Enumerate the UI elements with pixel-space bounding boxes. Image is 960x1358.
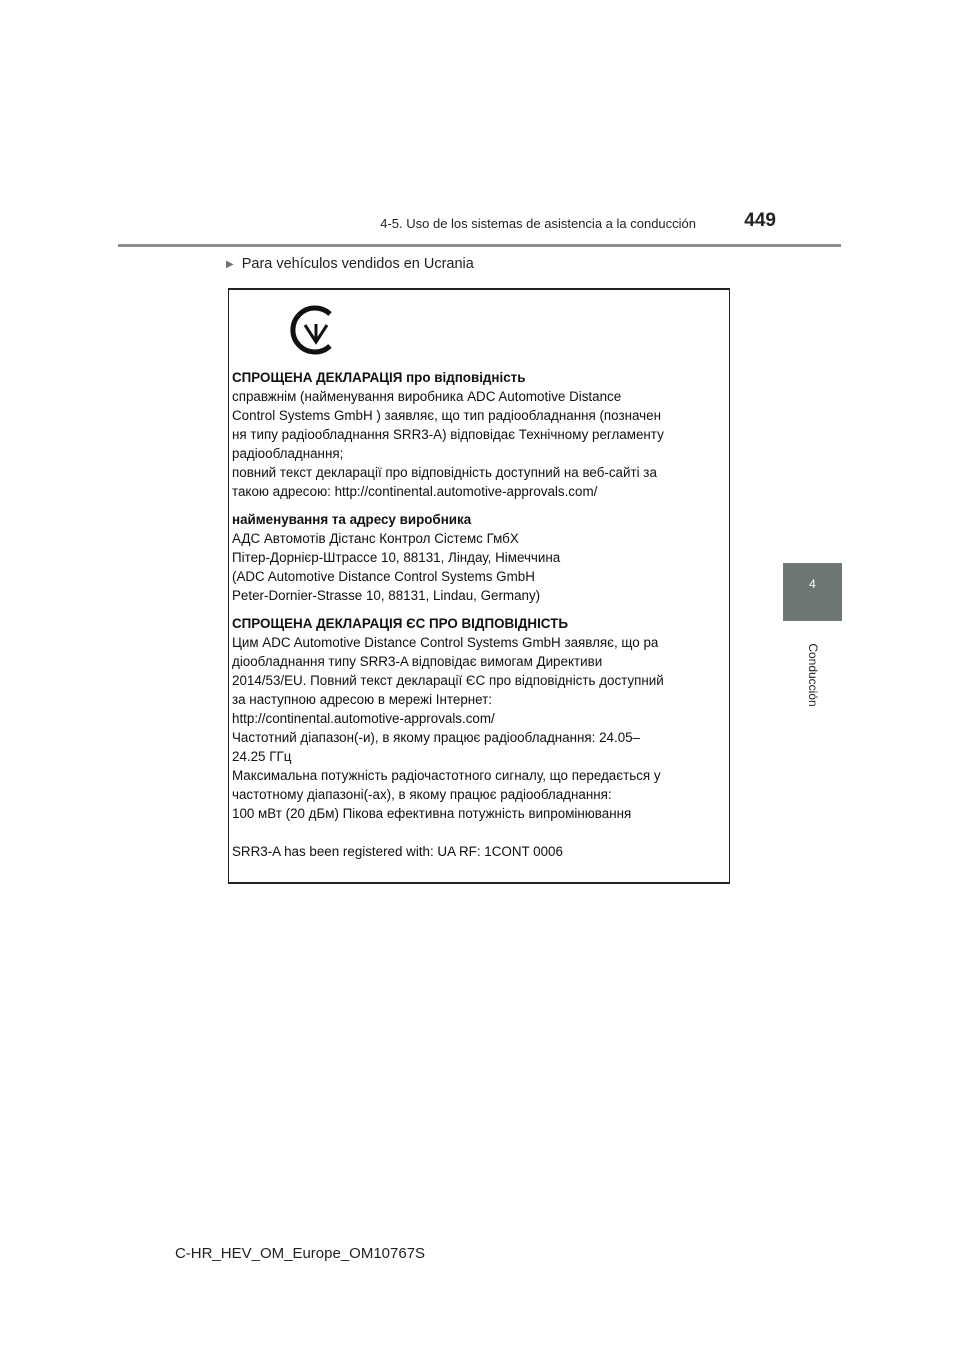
- registration-line: SRR3-A has been registered with: UA RF: 1CONT 0006: [232, 844, 563, 859]
- declaration-block-2: [232, 510, 728, 605]
- declaration-line: радіообладнання;: [232, 446, 344, 461]
- declaration-line: ня типу радіообладнання SRR3-A) відповідає Технічному регламенту: [232, 427, 664, 442]
- manufacturer-heading: найменування та адресу виробника: [232, 512, 472, 527]
- ukrainian-conformity-mark-icon: [286, 300, 346, 360]
- manufacturer-line: АДС Автомотів Дістанс Контрол Сістемс ГмбХ: [232, 531, 519, 546]
- eu-declaration-line: 100 мВт (20 дБм) Пікова ефективна потужність випромінювання: [232, 806, 632, 821]
- section-title: 4-5. Uso de los sistemas de asistencia a la conducción: [380, 216, 696, 231]
- page-number: 449: [744, 210, 776, 231]
- triangle-bullet-icon: ▶: [226, 259, 234, 270]
- chapter-label-container: [785, 630, 841, 720]
- intro-bullet: [226, 256, 474, 272]
- manufacturer-line: Пітер-Дорнієр-Штрассе 10, 88131, Ліндау, Німеччина: [232, 550, 561, 565]
- eu-declaration-line: 24.25 ГГц: [232, 749, 292, 764]
- manufacturer-line: (ADC Automotive Distance Control Systems GmbH: [232, 569, 535, 584]
- declaration-block-1: [232, 368, 728, 501]
- eu-declaration-line: діообладнання типу SRR3-A відповідає вимогам Директиви: [232, 654, 603, 669]
- declaration-heading: СПРОЩЕНА ДЕКЛАРАЦІЯ про відповідність: [232, 370, 526, 385]
- eu-declaration-line: http://continental.automotive-approvals.com/: [232, 711, 495, 726]
- eu-declaration-line: за наступною адресою в мережі Інтернет:: [232, 692, 493, 707]
- eu-declaration-line: 2014/53/EU. Повний текст декларації ЄС про відповідність доступний: [232, 673, 664, 688]
- eu-declaration-line: Цим ADC Automotive Distance Control Systems GmbH заявляє, що ра: [232, 635, 659, 650]
- declaration-line: повний текст декларації про відповідність доступний на веб-сайті за: [232, 465, 657, 480]
- chapter-number: 4: [809, 577, 816, 591]
- intro-text: Para vehículos vendidos en Ucrania: [241, 256, 474, 272]
- manufacturer-line: Peter-Dornier-Strasse 10, 88131, Lindau, Germany): [232, 588, 541, 603]
- declaration-line: справжнім (найменування виробника ADC Automotive Distance: [232, 389, 622, 404]
- eu-declaration-line: частотному діапазоні(-ах), в якому працює радіообладнання:: [232, 787, 612, 802]
- declaration-line: Control Systems GmbH ) заявляє, що тип радіообладнання (позначен: [232, 408, 661, 423]
- chapter-label: Conducción: [806, 643, 820, 707]
- chapter-tab: [783, 563, 842, 621]
- document-code: C-HR_HEV_OM_Europe_OM10767S: [174, 1245, 426, 1262]
- eu-declaration-line: Максимальна потужність радіочастотного сигналу, що передається у: [232, 768, 661, 783]
- declaration-line: такою адресою: http://continental.automotive-approvals.com/: [232, 484, 598, 499]
- header-divider: [118, 244, 841, 247]
- declaration-block-3: [232, 614, 728, 823]
- eu-declaration-heading: СПРОЩЕНА ДЕКЛАРАЦІЯ ЄС ПРО ВІДПОВІДНІСТЬ: [232, 616, 568, 631]
- eu-declaration-line: Частотний діапазон(-и), в якому працює радіообладнання: 24.05–: [232, 730, 641, 745]
